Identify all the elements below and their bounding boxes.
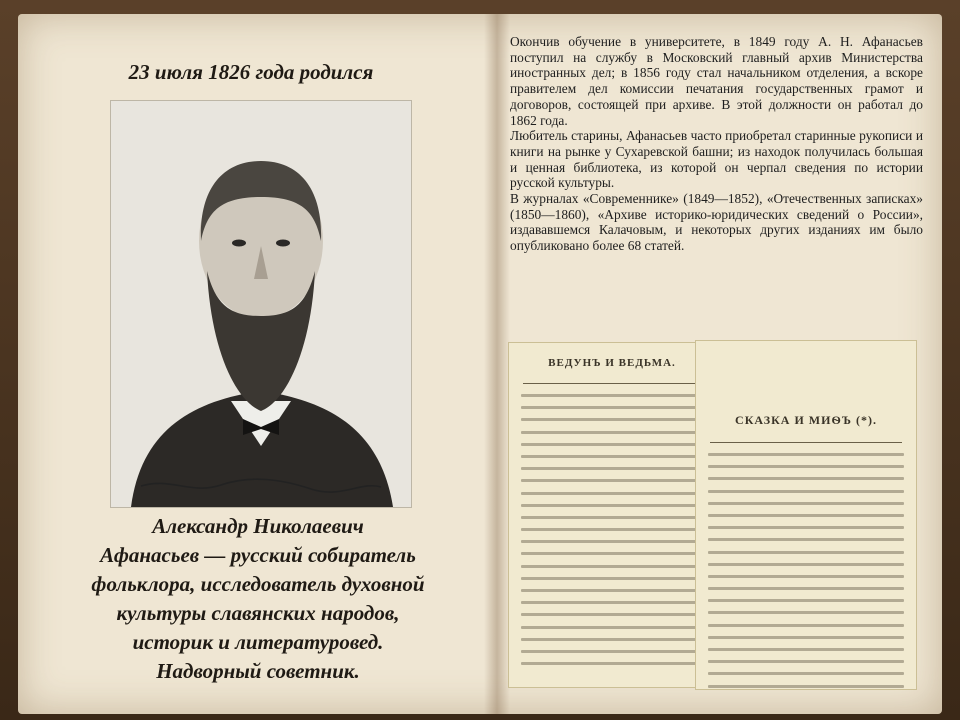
biography-text [510, 34, 923, 254]
portrait-engraving [110, 100, 412, 508]
divider [710, 442, 902, 443]
right-page [510, 14, 942, 714]
paragraph: Любитель старины, Афанасьев часто приобретал старинные рукописи и книги на рынке у Сухаревской башни; из находок получилась большая и ценная библиотека, из которой он черпал сведения по истории русской культуры. [510, 128, 923, 191]
book-spine [484, 14, 510, 714]
caption-line: Надворный советник. [156, 659, 360, 683]
caption-line: культуры славянских народов, [116, 601, 400, 625]
caption-line: фольклора, исследователь духовной [91, 572, 425, 596]
scan-text-lines [696, 453, 916, 688]
scan-article-vedun [508, 342, 716, 688]
paragraph: Окончив обучение в университете, в 1849 году А. Н. Афанасьев поступил на службу в Московский главный архив Министерства иностранных дел; в 1856 году стал начальником отделения, а вскоре правителем дел комиссии печатания государственных грамот и договоров, состоящей при архиве. В этой должности он работал до 1862 года. [510, 34, 923, 128]
scan-text-lines [509, 394, 715, 665]
scan-title: СКАЗКА И МИѲЪ (*). [735, 413, 877, 427]
caption-line: Афанасьев — русский собиратель [100, 543, 416, 567]
divider [523, 383, 701, 384]
paragraph: В журналах «Современнике» (1849—1852), «Отечественных записках» (1850—1860), «Архиве историко-юридических сведений о России», издававшемся Калачовым, и некоторых других изданиях им было опубликовано более 68 статей. [510, 191, 923, 254]
left-page [18, 14, 484, 714]
biography-caption [48, 512, 468, 686]
open-book [18, 14, 942, 714]
scan-title: ВЕДУНЪ И ВЕДЬМА. [548, 357, 676, 369]
caption-line: историк и литературовед. [132, 630, 384, 654]
caption-line: Александр Николаевич [152, 514, 364, 538]
page-heading: 23 июля 1826 года родился [128, 60, 374, 84]
scan-article-skazka [695, 340, 917, 690]
